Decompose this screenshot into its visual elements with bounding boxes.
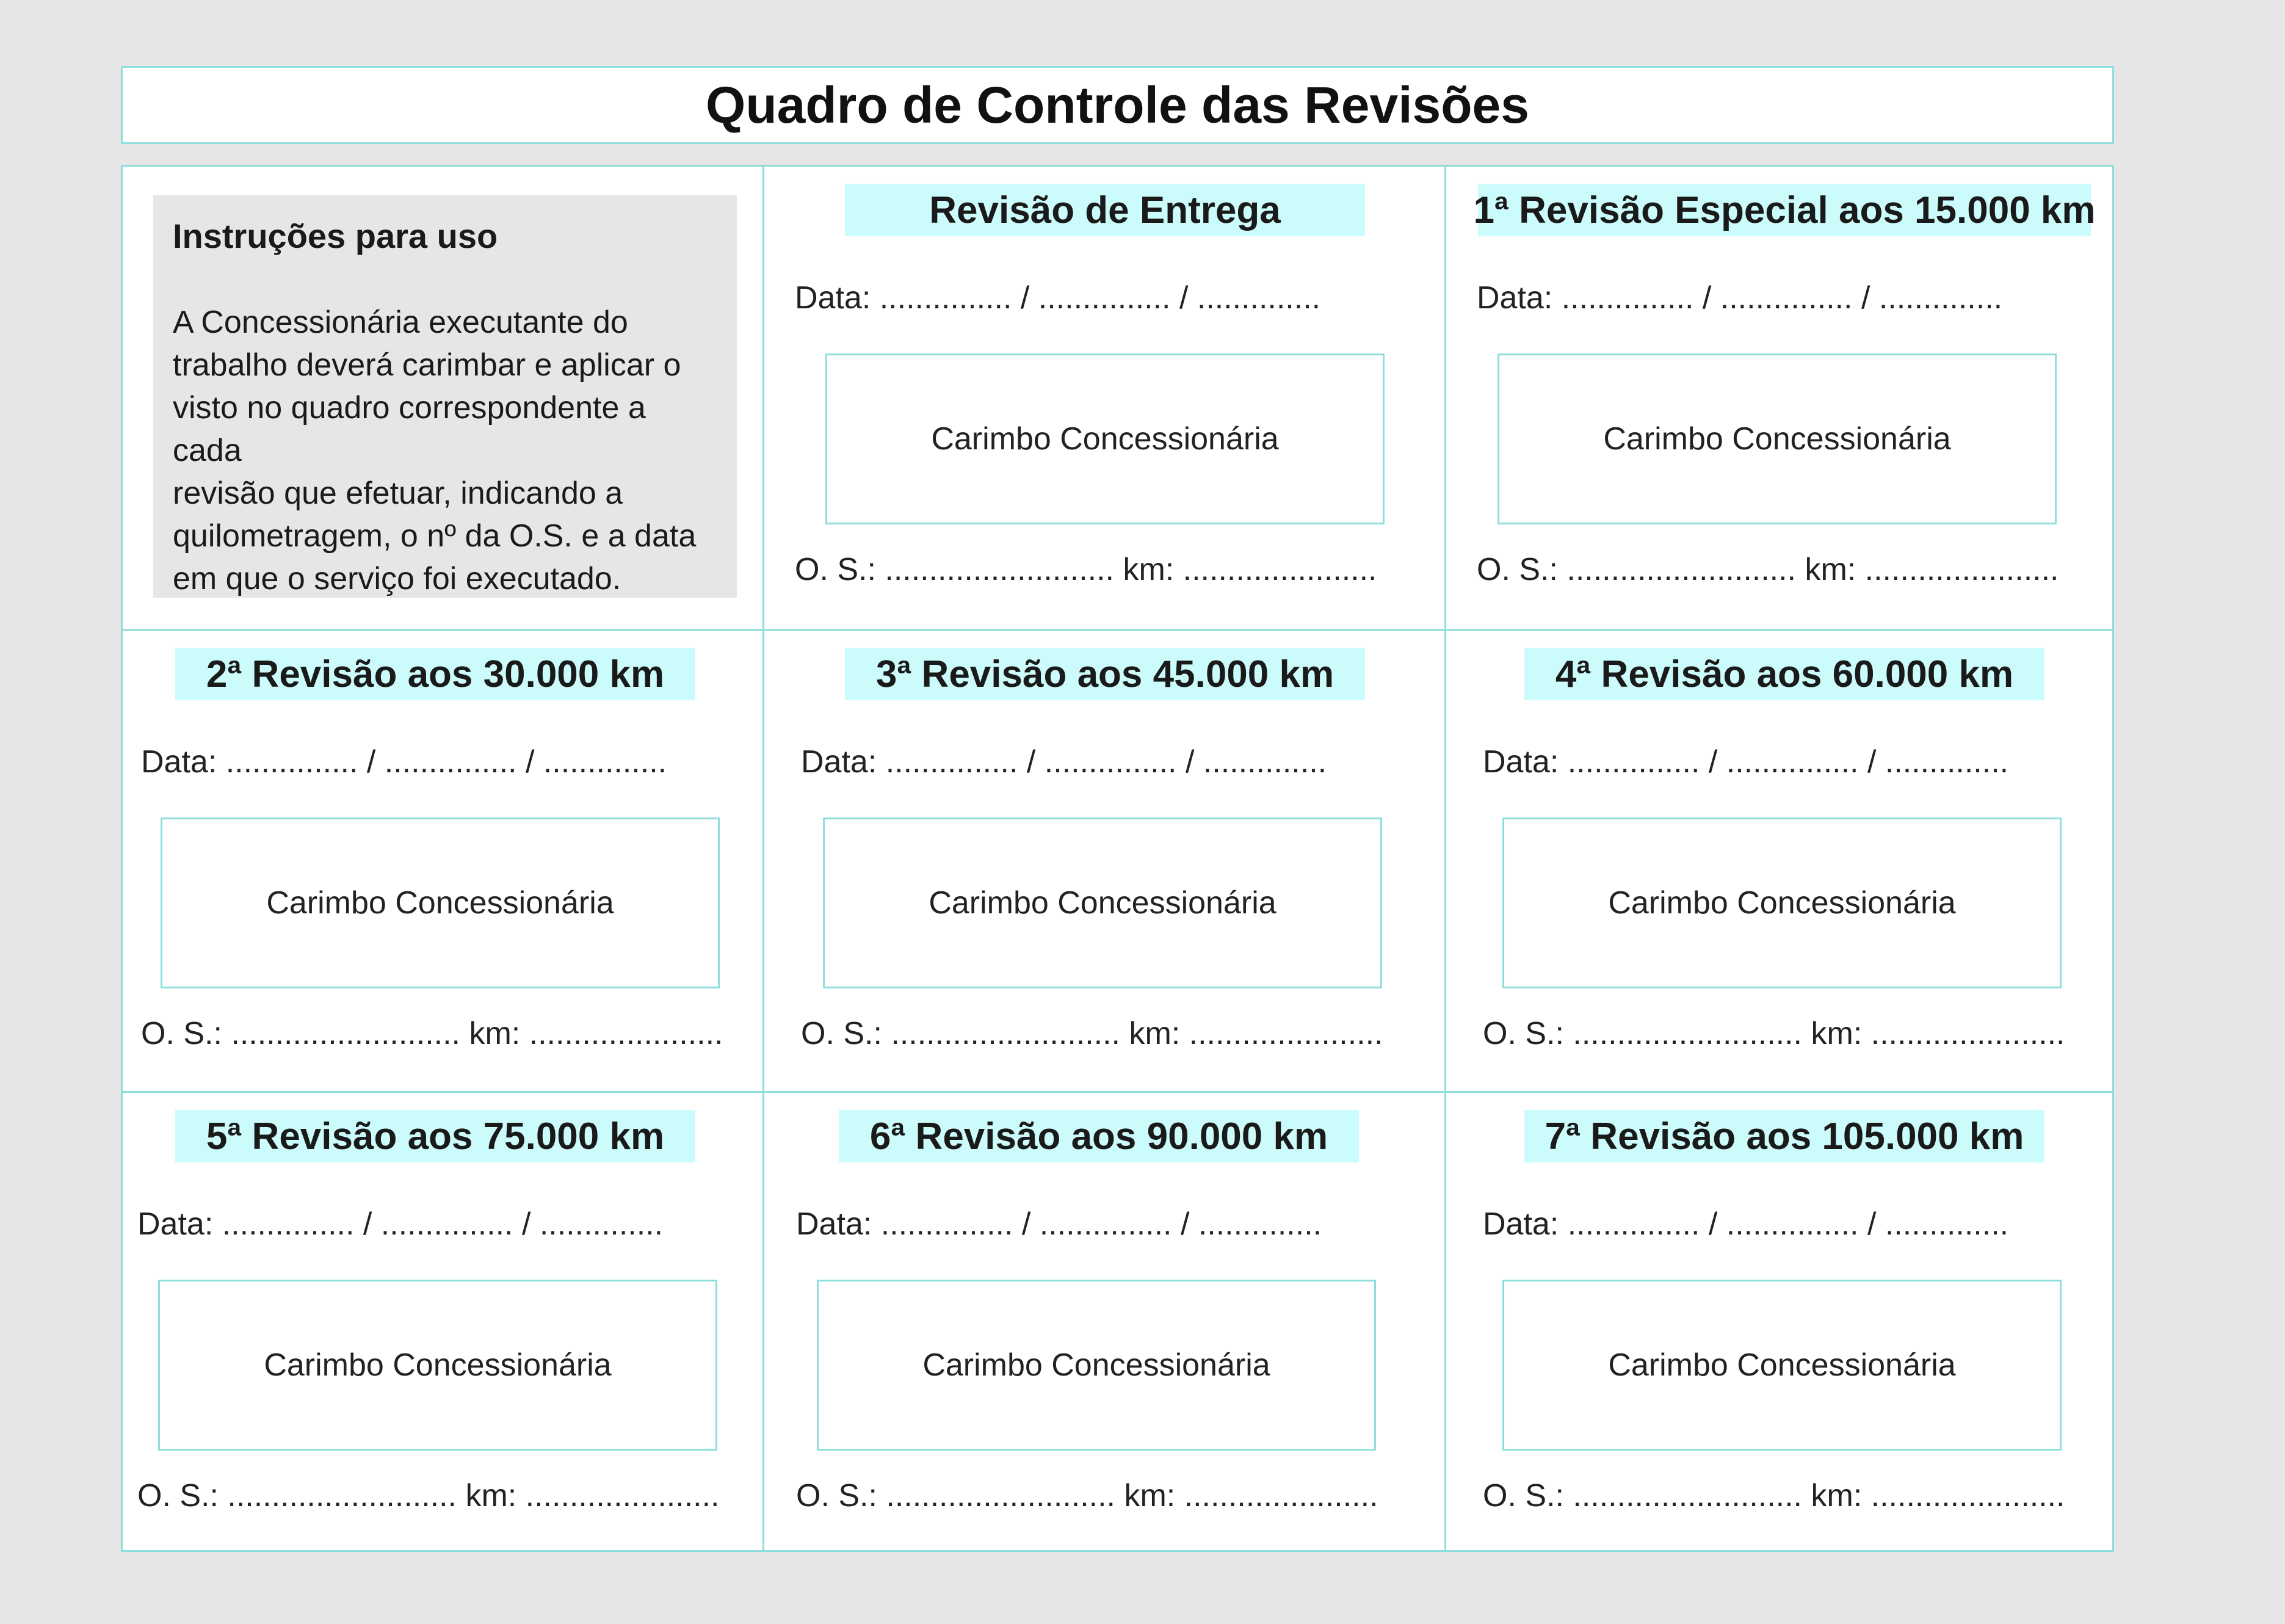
- date-field[interactable]: Data: ............... / ............... / ..............: [795, 280, 1321, 316]
- revision-cell-60000: [1446, 631, 2116, 1093]
- stamp-box[interactable]: [1497, 353, 2057, 524]
- revision-title: 5ª Revisão aos 75.000 km: [175, 1110, 695, 1162]
- revision-cell-90000: [764, 1093, 1444, 1555]
- date-field[interactable]: Data: ............... / ............... / ..............: [137, 1206, 664, 1242]
- os-km-field[interactable]: O. S.: .......................... km: ......................: [795, 552, 1377, 587]
- stamp-label: Carimbo Concessionária: [1603, 421, 1951, 457]
- revision-title: Revisão de Entrega: [845, 184, 1365, 236]
- instructions-body: A Concessionária executante do trabalho deverá carimbar e aplicar o visto no quadro correspondente a cada revisão que efetuar, indicando a quilometragem, o nº da O.S. e a data em que o serviço foi executado.: [173, 305, 697, 596]
- stamp-label: Carimbo Concessionária: [264, 1347, 612, 1383]
- revision-cell-entrega: [764, 167, 1444, 629]
- revision-grid: [121, 165, 2114, 1552]
- stamp-box[interactable]: [161, 817, 720, 988]
- revision-cell-15000: [1446, 167, 2116, 629]
- date-field[interactable]: Data: ............... / ............... / ..............: [1477, 280, 2003, 316]
- revision-title: 7ª Revisão aos 105.000 km: [1524, 1110, 2044, 1162]
- stamp-label: Carimbo Concessionária: [266, 885, 614, 921]
- revision-cell-30000: [123, 631, 762, 1093]
- stamp-label: Carimbo Concessionária: [931, 421, 1279, 457]
- os-km-field[interactable]: O. S.: .......................... km: ......................: [796, 1478, 1378, 1513]
- date-field[interactable]: Data: ............... / ............... / ..............: [796, 1206, 1322, 1242]
- stamp-box[interactable]: [1502, 817, 2062, 988]
- os-km-field[interactable]: O. S.: .......................... km: ......................: [137, 1478, 720, 1513]
- instructions-panel: [153, 195, 737, 598]
- title-box: [121, 66, 2114, 144]
- stamp-box[interactable]: [823, 817, 1382, 988]
- date-field[interactable]: Data: ............... / ............... / ..............: [1483, 744, 2009, 780]
- revision-title: 6ª Revisão aos 90.000 km: [839, 1110, 1359, 1162]
- revision-title: 1ª Revisão Especial aos 15.000 km: [1478, 184, 2091, 236]
- revision-cell-45000: [764, 631, 1444, 1093]
- date-field[interactable]: Data: ............... / ............... / ..............: [801, 744, 1327, 780]
- stamp-box[interactable]: [158, 1280, 717, 1451]
- stamp-label: Carimbo Concessionária: [1608, 885, 1956, 921]
- instructions-title: Instruções para uso: [173, 217, 498, 255]
- os-km-field[interactable]: O. S.: .......................... km: ......................: [1483, 1478, 2065, 1513]
- page-title: Quadro de Controle das Revisões: [705, 76, 1529, 134]
- revision-cell-105000: [1446, 1093, 2116, 1555]
- revision-title: 2ª Revisão aos 30.000 km: [175, 648, 695, 700]
- stamp-box[interactable]: [817, 1280, 1376, 1451]
- stamp-label: Carimbo Concessionária: [929, 885, 1276, 921]
- os-km-field[interactable]: O. S.: .......................... km: ......................: [1483, 1016, 2065, 1051]
- date-field[interactable]: Data: ............... / ............... / ..............: [1483, 1206, 2009, 1242]
- revision-title: 3ª Revisão aos 45.000 km: [845, 648, 1365, 700]
- stamp-label: Carimbo Concessionária: [1608, 1347, 1956, 1383]
- revision-title: 4ª Revisão aos 60.000 km: [1524, 648, 2044, 700]
- stamp-box[interactable]: [1502, 1280, 2062, 1451]
- date-field[interactable]: Data: ............... / ............... / ..............: [141, 744, 667, 780]
- os-km-field[interactable]: O. S.: .......................... km: ......................: [1477, 552, 2059, 587]
- stamp-box[interactable]: [825, 353, 1385, 524]
- os-km-field[interactable]: O. S.: .......................... km: ......................: [141, 1016, 723, 1051]
- stamp-label: Carimbo Concessionária: [922, 1347, 1270, 1383]
- revision-cell-75000: [123, 1093, 762, 1555]
- os-km-field[interactable]: O. S.: .......................... km: ......................: [801, 1016, 1383, 1051]
- instructions-cell: [123, 167, 762, 629]
